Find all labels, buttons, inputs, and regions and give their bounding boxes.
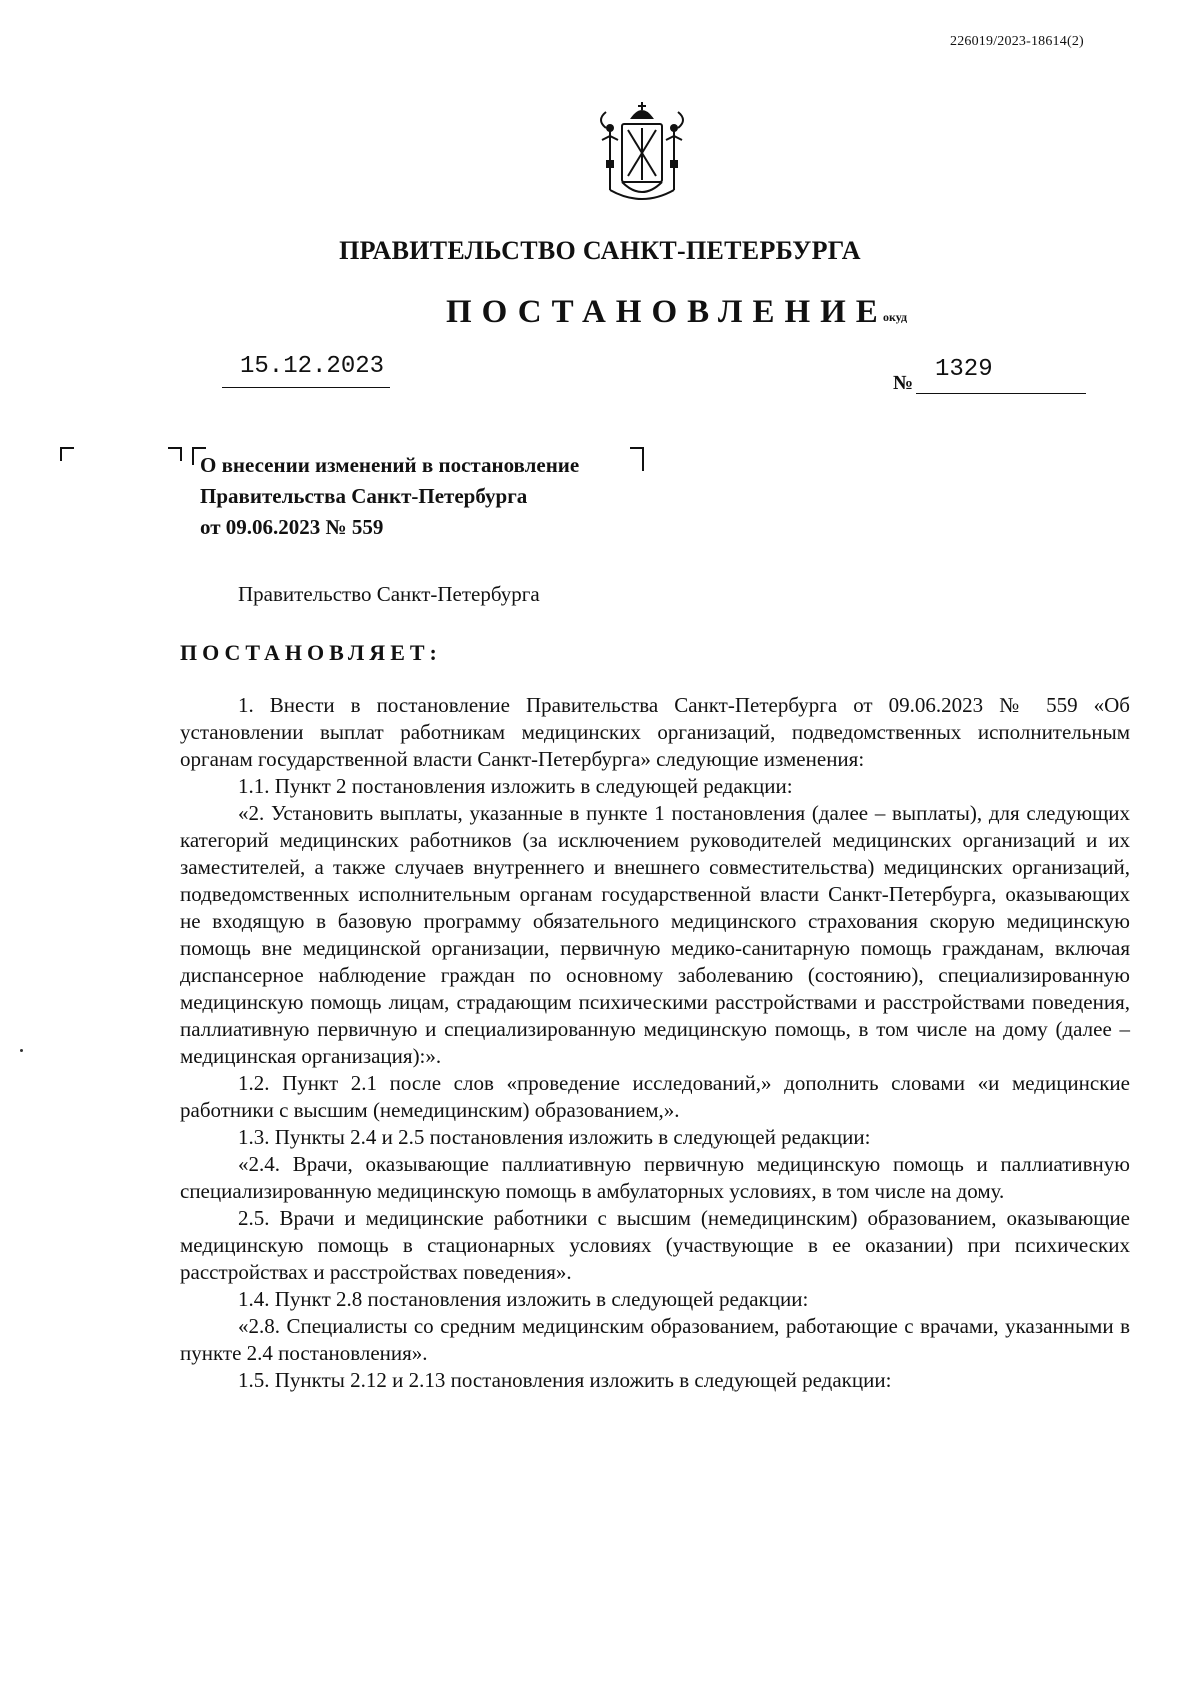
paragraph: 2.5. Врачи и медицинские работники с высшим (немедицинским) образованием, оказывающие медицинскую помощь в стационарных условиях (участвующие в ее оказании) при психических расстройствах и расстройствах поведения». xyxy=(180,1206,1130,1284)
resolves-heading: ПОСТАНОВЛЯЕТ: xyxy=(180,640,442,665)
document-subject xyxy=(200,450,579,543)
paragraph: «2. Установить выплаты, указанные в пункте 1 постановления (далее – выплаты), для следующих категорий медицинских работников (за исключением руководителей медицинских организаций и их заместителей, а также случаев внутреннего и внешнего совместительства) медицинских организаций, подведомственных исполнительным органам государственной власти Санкт-Петербурга, оказывающих не входящую в базовую программу обязательного медицинского страхования скорую медицинскую помощь вне медицинской организации, первичную медико-санитарную помощь гражданам, включая диспансерное наблюдение граждан по основному заболеванию (состоянию), специализированную медицинскую помощь лицам, страдающим психическими расстройствами и расстройствами поведения, паллиативную первичную и специализированную медицинскую помощь, в том числе на дому (далее – медицинская организация):». xyxy=(180,801,1130,1068)
document-type: ПОСТАНОВЛЕНИЕ xyxy=(446,294,888,330)
paragraph: 1. Внести в постановление Правительства Санкт-Петербурга от 09.06.2023 № 559 «Об установлении выплат работникам медицинских организаций, подведомственных исполнительным органам государственной власти Санкт-Петербурга» следующие изменения: xyxy=(180,693,1130,771)
saint-petersburg-coat-of-arms-icon xyxy=(592,100,692,210)
subject-line: Правительства Санкт-Петербурга xyxy=(200,484,528,508)
registration-number: 226019/2023-18614(2) xyxy=(950,34,1084,49)
document-number: 1329 xyxy=(935,356,993,383)
corner-mark xyxy=(630,447,644,471)
date-underline xyxy=(222,387,390,388)
document-body xyxy=(180,692,1130,1394)
okud-label: окуд xyxy=(883,310,908,324)
paragraph: «2.4. Врачи, оказывающие паллиативную первичную медицинскую помощь и паллиативную специализированную медицинскую помощь в амбулаторных условиях, в том числе на дому. xyxy=(180,1152,1130,1203)
government-name: ПРАВИТЕЛЬСТВО САНКТ-ПЕТЕРБУРГА xyxy=(339,236,861,265)
paragraph: «2.8. Специалисты со средним медицинским образованием, работающие с врачами, указанными в пункте 2.4 постановления». xyxy=(180,1314,1130,1365)
paragraph: 1.3. Пункты 2.4 и 2.5 постановления изложить в следующей редакции: xyxy=(238,1125,871,1149)
paragraph: 1.5. Пункты 2.12 и 2.13 постановления изложить в следующей редакции: xyxy=(238,1368,892,1392)
subject-line: О внесении изменений в постановление xyxy=(200,453,580,477)
document-date: 15.12.2023 xyxy=(240,353,385,380)
issuer: Правительство Санкт-Петербурга xyxy=(238,582,540,606)
paragraph: 1.4. Пункт 2.8 постановления изложить в следующей редакции: xyxy=(238,1287,809,1311)
corner-mark xyxy=(168,447,182,461)
corner-mark xyxy=(60,447,74,461)
subject-line: от 09.06.2023 № 559 xyxy=(200,515,384,539)
number-label: № xyxy=(893,372,914,394)
paragraph: 1.2. Пункт 2.1 после слов «проведение исследований,» дополнить словами «и медицинские работники с высшим (немедицинским) образованием,». xyxy=(180,1071,1130,1122)
scan-speck xyxy=(20,1049,23,1052)
number-underline xyxy=(916,393,1086,394)
paragraph: 1.1. Пункт 2 постановления изложить в следующей редакции: xyxy=(238,774,793,798)
